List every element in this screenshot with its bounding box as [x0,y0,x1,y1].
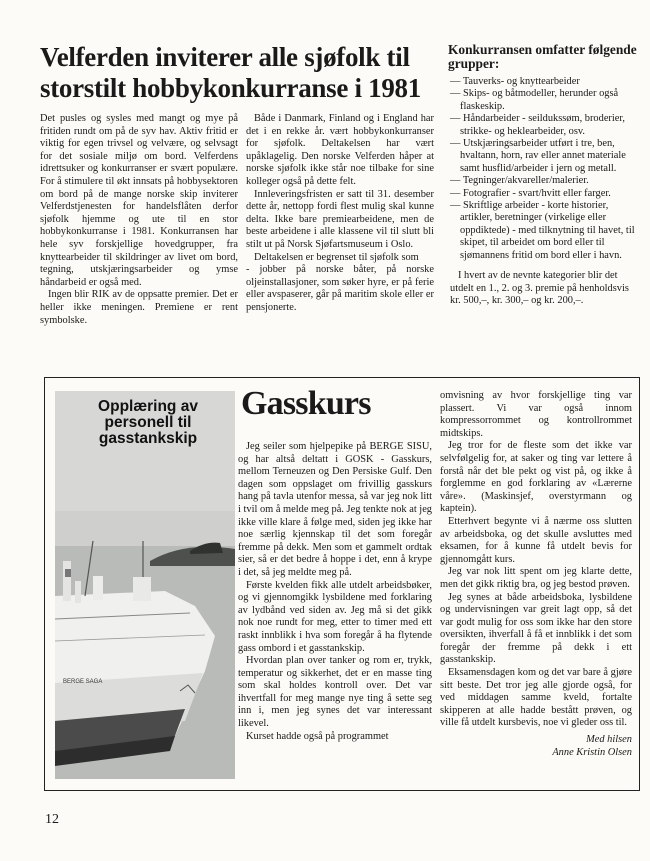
paragraph: Jeg tror for de fleste som det ikke var selvfølgelig for, at saker og ting var lettere å forstå når det ble pekt og vist på, og ikke å forglemme en god forklaring av «Lærerne våre». (Maskinsjef, overstyrmann og kaptein). [440,440,632,515]
article-headline: Velferden inviterer alle sjøfolk til storstilt hobbykonkurranse i 1981 [40,42,421,103]
group-item: — Skips- og båtmodeller, herunder også flaskeskip. [450,88,640,113]
ship-photo [55,391,235,779]
paragraph: omvisning av hvor forskjellige ting var plassert. Vi var også innom kompressorrommet og kontrollrommet midtskips. [440,390,632,439]
paragraph: Både i Danmark, Finland og i England har det i en rekke år. vært hobbykonkurranser for sjøfolk. Deltakelsen har vært upåklagelig. Den norske Velferden håper at norske sjøfolk ikke står noe tilbake for sine kolleger også på dette felt. [246,113,434,187]
group-item: — Tauverks- og knyttearbeider [450,76,640,88]
paragraph: Jeg var nok litt spent om jeg klarte dette, men det gikk riktig bra, og jeg bestod prøven. [440,566,632,590]
group-item: — Fotografier - svart/hvitt eller farger. [450,188,640,200]
groups-box [450,76,640,307]
article-column-2 [246,113,434,315]
paragraph: Innleveringsfristen er satt til 31. desember dette år, nettopp fordi flest mulig skal kunne delta. Ikke bare premiearbeidene, men de beste arbeidene i alle klassene vil til slutt bli stilt ut på Norsk Sjøfartsmuseum i Oslo. [246,188,434,250]
paragraph: Etterhvert begynte vi å nærme oss slutten av arbeidsboka, og det skulle avsluttes med eksamen, for å kunne få utdelt bevis for gjennomgått kurs. [440,515,632,565]
paragraph: Ingen blir RIK av de oppsatte premier. Det er heller ikke meningen. Premiene er rent symbolske. [40,289,238,326]
paragraph: Eksamensdagen kom og det var bare å gjøre sitt beste. Det tror jeg alle gjorde også, for ved middagen samme kveld, fortalte skipperen at alle hadde bestått prøven, og ville få utdelt kursbevis, noe vi gleder oss til. [440,667,632,729]
group-item: — Skriftlige arbeider - korte historier, artikler, beretninger (virkelige eller oppdiktede) - med tilknytning til havet, til skipet, til arbeidet om bord eller til sjømannens fritid om bord eller i havn. [450,200,640,262]
gasskurs-column-2 [440,390,632,759]
paragraph: Første kvelden fikk alle utdelt arbeidsbøker, og vi gjennomgikk lysbildene med forklaring av lydbånd ved siden av. Jeg må si det gikk nok noe rundt for meg, etter to timer med ett raskt innblikk i hva som foregår å ha flytende gass ombord i et gasstankskip. [238,579,432,654]
paragraph: Hvordan plan over tanker og rom er, trykk, temperatur og sikkerhet, det er en masse ting som skal holdes kontroll over. Det var ihvertfall for meg mange nye ting å sette seg inn i, men jeg synes det var interessant likevel. [238,655,432,730]
prize-text: I hvert av de nevnte kategorier blir det utdelt en 1., 2. og 3. premie på henholdsvis kr. 500,–, kr. 300,– og kr. 200,–. [450,270,629,306]
page-number: 12 [45,812,59,827]
gasskurs-title: Gasskurs [241,385,371,422]
paragraph: Jeg seiler som hjelpepike på BERGE SISU, og har altså deltatt i GOSK - Gasskurs, mellom Terneuzen og Den Persiske Gulf. Den dagen som oppslaget om frivillig gasskurs hang på tavla utenfor messa, så var jeg nok litt i tvil om å melde meg på. Jeg tenkte nok at jeg ikke ville klare å følge med, siden jeg ikke har noe særlig kjennskap til det som foregår fremme på dekk. Men som et gammelt ordtak sier, så er det bedre å hoppe i det, enn å krype i det, så jeg meldte meg på. [238,441,432,578]
signature-greeting: Med hilsen [586,734,632,746]
photo-caption-title: Opplæring av personell til gasstankskip [98,398,198,447]
group-item: — Tegninger/akvareller/malerier. [450,175,640,187]
groups-list [450,76,640,262]
ship-name: BERGE SAGA [63,679,103,685]
group-item: — Håndarbeider - seildukssøm, broderier, strikke- og heklearbeider, osv. [450,113,640,138]
paragraph: Kurset hadde også på programmet [246,730,389,742]
article-column-1 [40,113,238,327]
signature-name: Anne Kristin Olsen [552,746,632,758]
paragraph: - jobber på norske båter, på norske oljeinstallasjoner, som søker hyre, er på ferie eller avspaserer, går på maritim skole eller er pensjonerte. [246,264,434,313]
group-item: — Utskjæringsarbeider utført i tre, ben, hvaltann, horn, rav eller annet materiale samt husflid/arbeider i jern og metall. [450,138,640,175]
paragraph: Det pusles og sysles med mangt og mye på fritiden rundt om på de syv hav. Aktiv fritid er viktig for egen trivsel og velvære, og selvsagt for det sosiale miljø om bord. Velferdens idrettsuker og konkurranser er svært populære. For å stimulere til økt innsats på hobbysektoren om bord på de mange norske skip inviterer Velferdstjenesten for handelsflåten derfor sjøfolk hjemme og ute til en stor hobbykonkurranse i 1981. Konkurransen har hele syv forskjellige hovedgrupper, fra knyttearbeider til skildringer av livet om bord, tegning, utskjæringsarbeider og ymse håndarbeid er også med. [40,113,238,288]
paragraph: Jeg synes at både arbeidsboka, lysbildene og undervisningen var greit lagt opp, så det var godt mulig for oss som ikke har den store oversikten, ihverfall å få et innblikk i det som foregår der fremme på dekk i ett gasstankskip. [440,591,632,666]
signature [440,734,632,759]
gasskurs-column-1 [238,441,432,743]
ship-illustration [55,391,235,779]
groups-heading: Konkurransen omfatter følgende grupper: [448,42,637,71]
paragraph: Deltakelsen er begrenset til sjøfolk som [254,251,419,263]
